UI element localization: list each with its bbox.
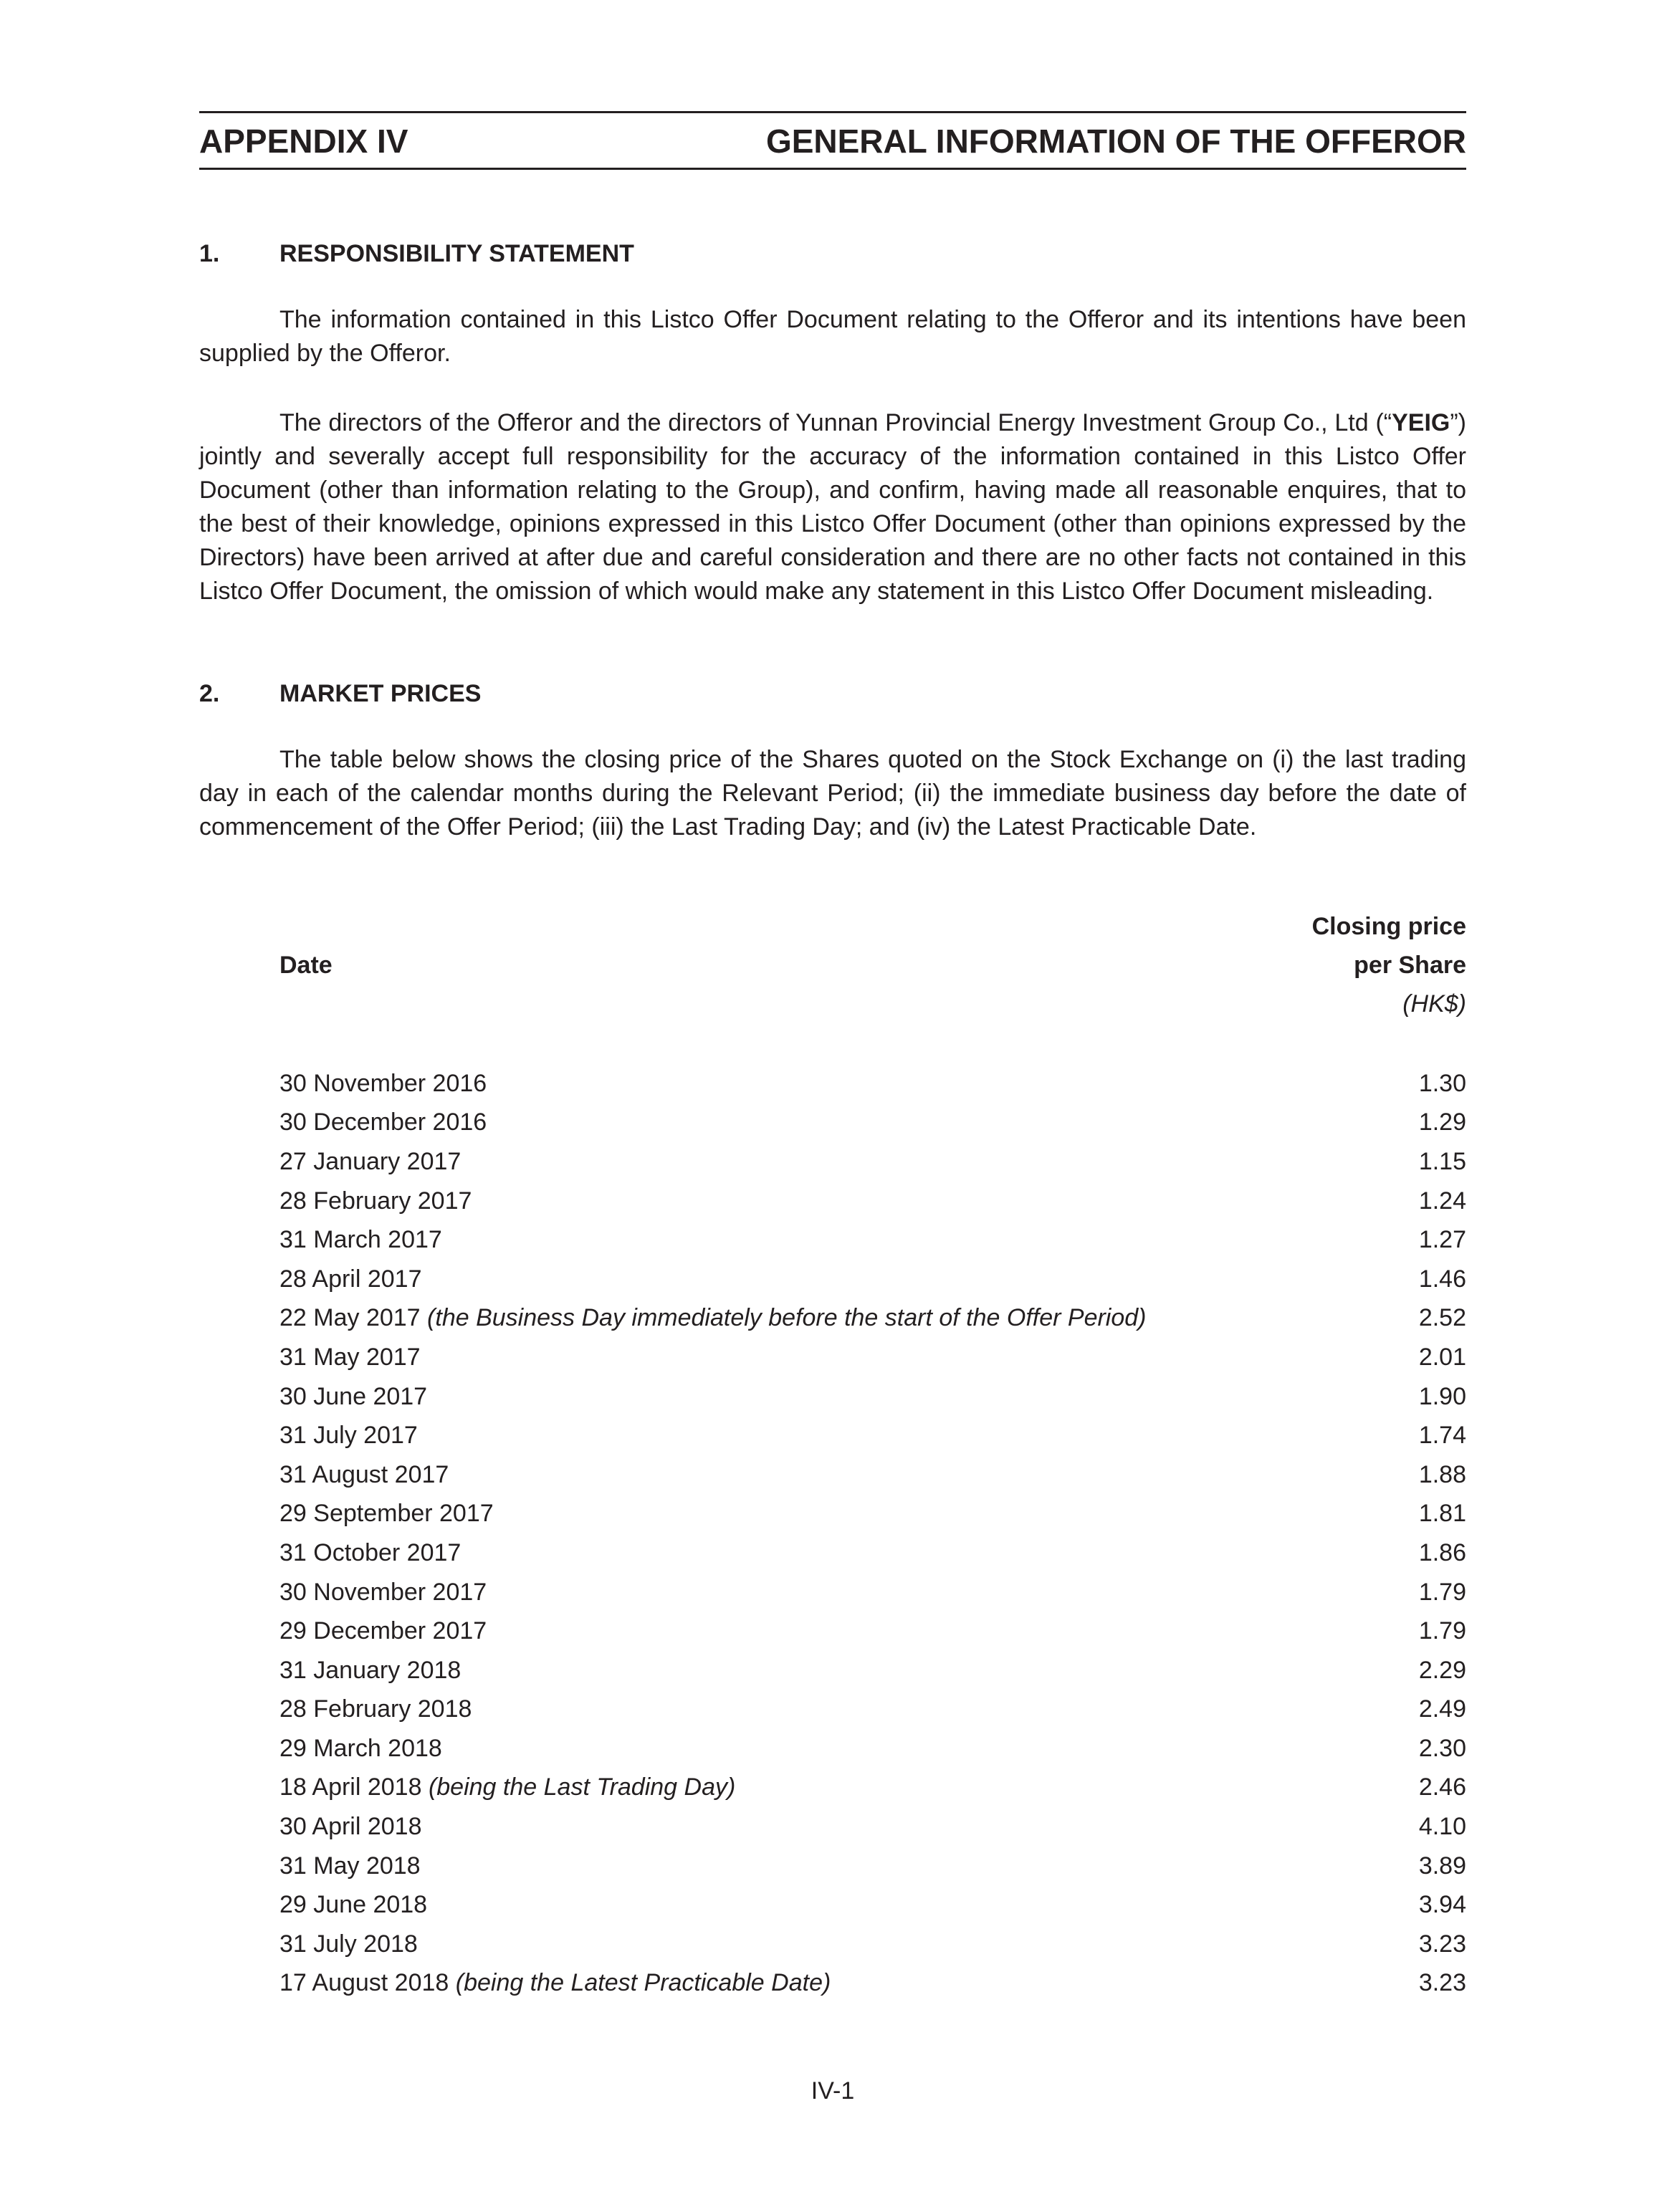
row-date-cell [279,1070,487,1098]
table-row [279,1690,1466,1730]
table-row [279,1925,1466,1964]
row-date: 31 January 2018 [279,1656,462,1684]
row-date: 31 July 2017 [279,1422,418,1450]
row-date-cell [279,1813,422,1841]
row-price: 3.23 [1418,1930,1466,1958]
table-row [279,1220,1466,1260]
table-row [279,1103,1466,1143]
row-price: 2.30 [1418,1734,1466,1762]
table-row [279,1651,1466,1690]
table-row [279,1338,1466,1377]
row-note: (being the Latest Practicable Date) [455,1969,831,1997]
row-date: 29 December 2017 [279,1617,487,1645]
row-date-cell [279,1930,418,1958]
row-price: 1.90 [1418,1382,1466,1410]
row-date: 30 November 2017 [279,1578,487,1606]
row-price: 1.86 [1418,1538,1466,1566]
row-date-cell [279,1500,494,1528]
column-header-line: per Share [1354,952,1466,979]
row-date-cell [279,1773,735,1801]
section-heading-responsibility [199,239,634,268]
responsibility-paragraph-2 [199,406,1466,608]
table-row [279,1885,1466,1925]
paragraph-text: ”) jointly and severally accept full responsibility for the accuracy of the information contained in this Listco Offer Document (other than information relating to the Group), and confirm, having made all reasonable enquires, that to the best of their knowledge, opinions expressed in this Listco Offer Document (other than opinions expressed by the Directors) have been arrived at after due and careful consideration and there are no other facts not contained in this Listco Offer Document, the omission of which would make any statement in this Listco Offer Document misleading. [199,409,1466,605]
row-date-cell [279,1344,421,1371]
table-row [279,1377,1466,1417]
row-date: 29 June 2018 [279,1891,428,1919]
row-date: 31 March 2017 [279,1226,442,1254]
row-date-cell [279,1265,422,1293]
row-date-cell [279,1422,418,1450]
row-price: 1.74 [1418,1422,1466,1450]
row-date: 28 April 2017 [279,1265,422,1293]
row-date-cell [279,1461,449,1489]
paragraph-text: The directors of the Offeror and the directors of Yunnan Provincial Energy Investment Group Co., Ltd (“ [279,409,1392,436]
row-date: 31 May 2017 [279,1343,421,1371]
column-header-closing-price [1312,907,1466,1023]
row-date: 28 February 2018 [279,1695,472,1723]
row-date-cell [279,1579,487,1607]
appendix-label: APPENDIX IV [199,123,408,160]
row-date: 29 March 2018 [279,1734,442,1762]
row-date-cell [279,1891,427,1919]
row-price: 1.29 [1418,1109,1466,1136]
table-row [279,1573,1466,1612]
row-price: 1.81 [1418,1500,1466,1528]
row-date-cell [279,1695,472,1723]
table-row [279,1416,1466,1455]
row-price: 1.15 [1418,1147,1466,1175]
section-number: 1. [199,240,220,267]
row-date: 31 August 2017 [279,1460,449,1488]
row-date: 31 May 2018 [279,1852,421,1880]
row-note: (the Business Day immediately before the start of the Offer Period) [427,1304,1147,1332]
defined-term: YEIG [1392,409,1450,436]
row-date-cell [279,1852,421,1880]
price-table-body [279,1064,1466,2003]
row-date: 27 January 2017 [279,1147,462,1175]
row-date: 30 April 2018 [279,1813,422,1841]
section-title: RESPONSIBILITY STATEMENT [279,240,634,267]
table-row [279,1807,1466,1847]
table-row [279,1260,1466,1299]
row-price: 4.10 [1418,1813,1466,1841]
row-price: 1.79 [1418,1578,1466,1606]
row-price: 3.23 [1418,1969,1466,1997]
row-price: 3.94 [1418,1891,1466,1919]
row-date-cell [279,1383,427,1411]
row-date: 31 July 2018 [279,1930,418,1958]
page-number: IV-1 [811,2077,855,2105]
table-row [279,1847,1466,1886]
row-date-cell [279,1304,1147,1332]
row-price: 1.30 [1418,1069,1466,1097]
row-date-cell [279,1187,472,1215]
table-row [279,1182,1466,1221]
row-date: 30 November 2016 [279,1069,487,1097]
row-date-cell [279,1539,461,1567]
row-date-cell [279,1226,442,1254]
row-date: 22 May 2017 [279,1304,421,1332]
table-row [279,1729,1466,1768]
row-price: 1.24 [1418,1187,1466,1215]
page-header [199,111,1466,170]
column-header-line: Closing price [1311,913,1466,940]
row-price: 2.46 [1418,1773,1466,1801]
table-row [279,1768,1466,1808]
section-number: 2. [199,680,220,707]
row-price: 2.52 [1418,1304,1466,1332]
row-date: 29 September 2017 [279,1500,494,1528]
row-price: 1.27 [1418,1226,1466,1254]
table-row [279,1533,1466,1573]
row-note: (being the Last Trading Day) [428,1773,736,1801]
row-date-cell [279,1109,487,1136]
row-price: 1.88 [1418,1460,1466,1488]
row-date-cell [279,1148,461,1176]
row-date: 31 October 2017 [279,1538,462,1566]
row-date: 17 August 2018 [279,1969,449,1997]
market-prices-paragraph: The table below shows the closing price of the Shares quoted on the Stock Exchange on (i) the last trading day in each of the calendar months during the Relevant Period; (ii) the immediate business day before the date of commencement of the Offer Period; (iii) the Last Trading Day; and (iv) the Latest Practicable Date. [199,746,1466,841]
row-price: 1.79 [1418,1617,1466,1645]
table-row [279,1455,1466,1495]
row-date: 28 February 2017 [279,1187,472,1215]
row-price: 2.29 [1418,1656,1466,1684]
row-price: 3.89 [1418,1852,1466,1880]
appendix-title: GENERAL INFORMATION OF THE OFFEROR [765,123,1466,160]
row-date: 30 June 2017 [279,1382,428,1410]
row-price: 2.49 [1418,1695,1466,1723]
section-title: MARKET PRICES [279,680,482,707]
row-date-cell [279,1657,461,1685]
row-date-cell [279,1617,487,1645]
table-row [279,1299,1466,1339]
row-date: 30 December 2016 [279,1109,487,1136]
table-row [279,1142,1466,1182]
table-row [279,1064,1466,1103]
row-date: 18 April 2018 [279,1773,422,1801]
table-row [279,1964,1466,2003]
responsibility-paragraph-1: The information contained in this Listco Offer Document relating to the Offeror and its intentions have been supplied by the Offeror. [199,306,1466,367]
column-header-date: Date [279,952,333,979]
row-price: 2.01 [1418,1343,1466,1371]
table-row [279,1495,1466,1534]
column-header-unit: (HK$) [1402,990,1466,1018]
row-date-cell [279,1735,442,1763]
section-heading-market-prices [199,679,481,708]
row-date-cell [279,1969,831,1997]
table-row [279,1612,1466,1651]
row-price: 1.46 [1418,1265,1466,1293]
